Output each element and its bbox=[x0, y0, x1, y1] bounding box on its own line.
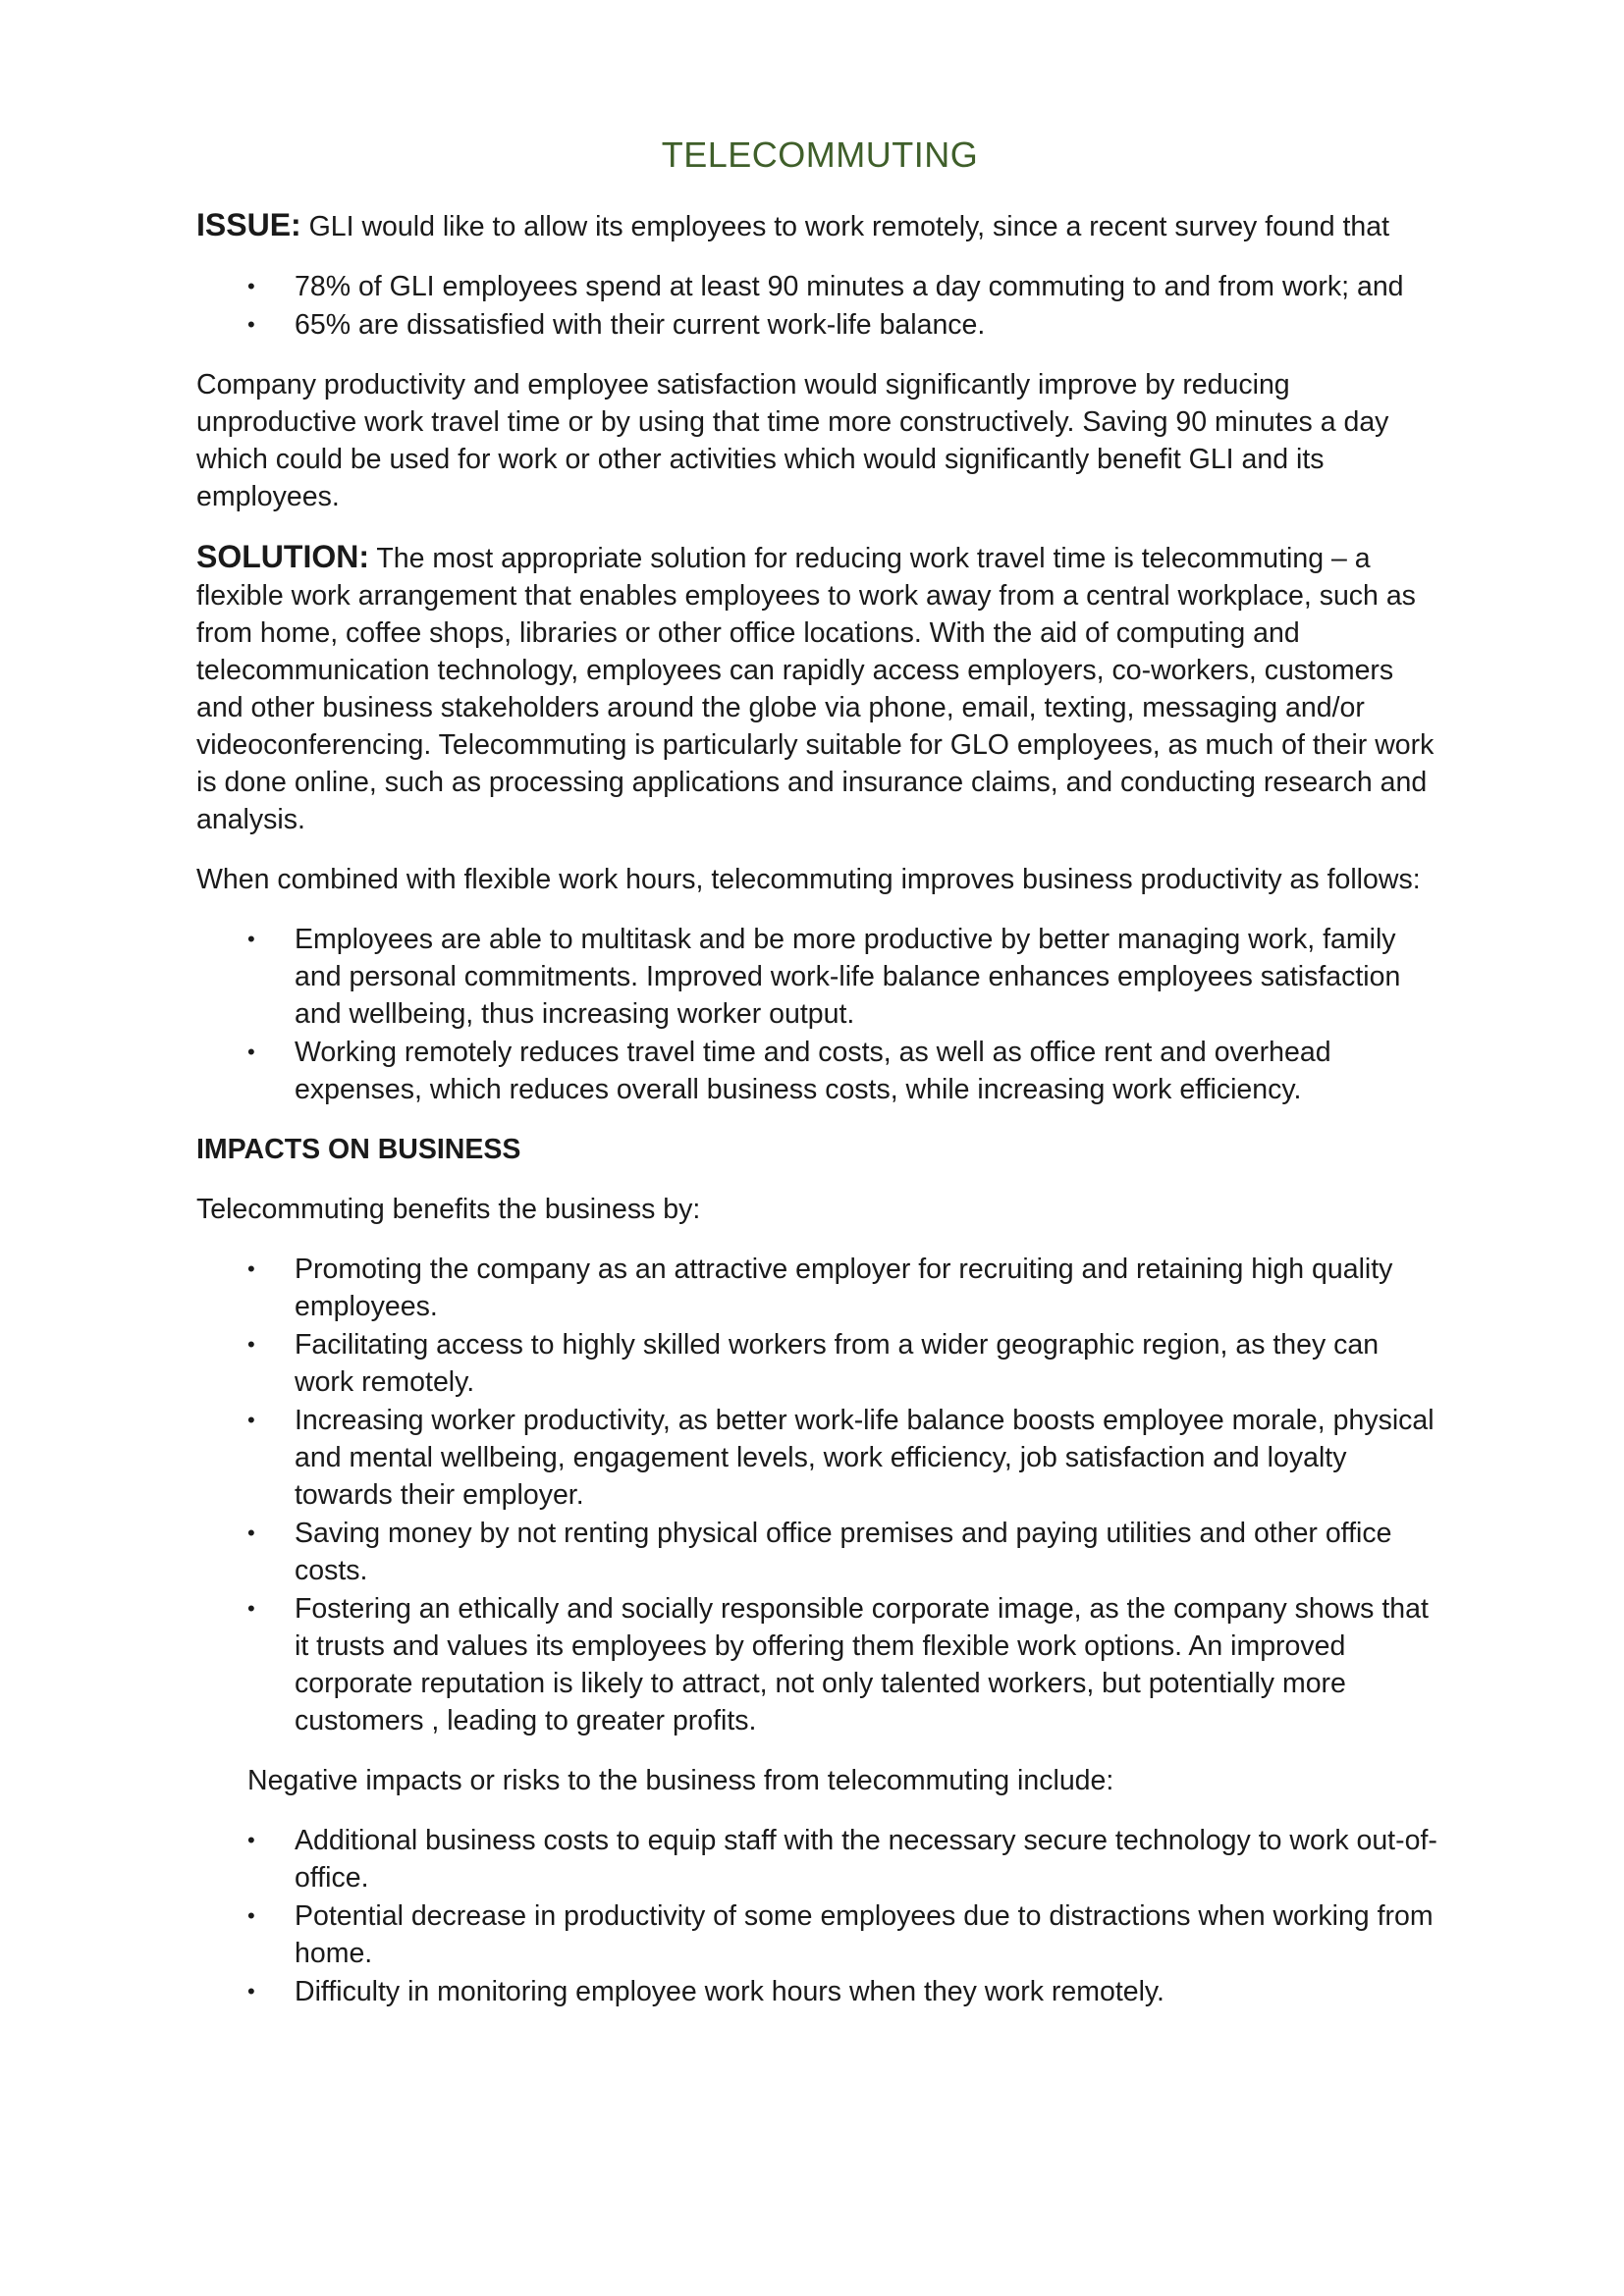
list-item bbox=[196, 1973, 1443, 2010]
bullet-icon: • bbox=[247, 312, 255, 337]
solution-label: SOLUTION: bbox=[196, 539, 369, 574]
list-item bbox=[196, 1590, 1443, 1739]
issue-label: ISSUE: bbox=[196, 207, 301, 242]
solution-intro-paragraph: When combined with flexible work hours, telecommuting improves business productivity as follows: bbox=[196, 864, 1421, 895]
list-item bbox=[196, 1034, 1443, 1108]
list-item-text: Difficulty in monitoring employee work hours when they work remotely. bbox=[295, 1976, 1164, 2007]
list-item-text: Employees are able to multitask and be more productive by better managing work, family and personal commitments. Improved work-life balance enhances employees satisfaction and wellbeing, thus increasing worker output. bbox=[295, 924, 1401, 1030]
list-item-text: Working remotely reduces travel time and costs, as well as office rent and overhead expenses, which reduces overall business costs, while increasing work efficiency. bbox=[295, 1037, 1331, 1105]
bullet-icon: • bbox=[247, 1596, 255, 1621]
bullet-icon: • bbox=[247, 1040, 255, 1064]
issue-paragraph bbox=[196, 206, 1443, 245]
risks-intro-paragraph: Negative impacts or risks to the business from telecommuting include: bbox=[247, 1765, 1114, 1796]
page-title: TELECOMMUTING bbox=[661, 134, 979, 175]
risks-bullet-list bbox=[196, 1822, 1443, 2010]
list-item bbox=[196, 921, 1443, 1033]
solution-text: The most appropriate solution for reducing work travel time is telecommuting – a flexible work arrangement that enables employees to work away from a central workplace, such as from home, coffee shops, libraries or other office locations. With the aid of computing and telecommunication technology, employees can rapidly access employers, co-workers, customers and other business stakeholders around the globe via phone, email, texting, messaging and/or videoconferencing. Telecommuting is particularly suitable for GLO employees, as much of their work is done online, such as processing applications and insurance claims, and conducting research and analysis. bbox=[196, 543, 1435, 835]
list-item bbox=[196, 268, 1443, 305]
solution-paragraph bbox=[196, 538, 1443, 838]
issue-followup-paragraph: Company productivity and employee satisfaction would significantly improve by reducing unproductive work travel time or by using that time more constructively. Saving 90 minutes a day which could be used for work or other activities which would significantly benefit GLI and its employees. bbox=[196, 369, 1389, 512]
list-item-text: Additional business costs to equip staff with the necessary secure technology to work out-of-office. bbox=[295, 1825, 1437, 1894]
bullet-icon: • bbox=[247, 1408, 255, 1432]
bullet-icon: • bbox=[247, 1521, 255, 1545]
list-item bbox=[196, 306, 1443, 344]
list-item bbox=[196, 1402, 1443, 1514]
bullet-icon: • bbox=[247, 1903, 255, 1928]
bullet-icon: • bbox=[247, 1256, 255, 1281]
benefits-intro-paragraph: Telecommuting benefits the business by: bbox=[196, 1194, 701, 1225]
list-item bbox=[196, 1822, 1443, 1896]
list-item-text: Potential decrease in productivity of some employees due to distractions when working from home. bbox=[295, 1900, 1434, 1969]
benefits-bullet-list bbox=[196, 1251, 1443, 1739]
list-item bbox=[196, 1326, 1443, 1401]
list-item-text: Fostering an ethically and socially responsible corporate image, as the company shows that it trusts and values its employees by offering them flexible work options. An improved corporate reputation is likely to attract, not only talented workers, but potentially more customers , leading to greater profits. bbox=[295, 1593, 1429, 1736]
list-item-text: Increasing worker productivity, as better work-life balance boosts employee morale, physical and mental wellbeing, engagement levels, work efficiency, job satisfaction and loyalty towards their employer. bbox=[295, 1405, 1435, 1511]
list-item-text: Promoting the company as an attractive employer for recruiting and retaining high quality employees. bbox=[295, 1254, 1393, 1322]
list-item-text: 65% are dissatisfied with their current work-life balance. bbox=[295, 309, 986, 341]
solution-bullet-list bbox=[196, 921, 1443, 1108]
list-item bbox=[196, 1515, 1443, 1589]
issue-bullet-list bbox=[196, 268, 1443, 344]
issue-text: GLI would like to allow its employees to work remotely, since a recent survey found that bbox=[300, 211, 1390, 242]
bullet-icon: • bbox=[247, 1332, 255, 1357]
bullet-icon: • bbox=[247, 1828, 255, 1852]
bullet-icon: • bbox=[247, 927, 255, 951]
list-item-text: 78% of GLI employees spend at least 90 minutes a day commuting to and from work; and bbox=[295, 271, 1404, 302]
list-item-text: Facilitating access to highly skilled workers from a wider geographic region, as they can work remotely. bbox=[295, 1329, 1380, 1398]
bullet-icon: • bbox=[247, 274, 255, 298]
document-page bbox=[196, 0, 1443, 2296]
impacts-heading: IMPACTS ON BUSINESS bbox=[196, 1134, 521, 1165]
list-item bbox=[196, 1251, 1443, 1325]
list-item-text: Saving money by not renting physical office premises and paying utilities and other office costs. bbox=[295, 1518, 1392, 1586]
list-item bbox=[196, 1897, 1443, 1972]
bullet-icon: • bbox=[247, 1979, 255, 2003]
document-body bbox=[196, 206, 1443, 2033]
